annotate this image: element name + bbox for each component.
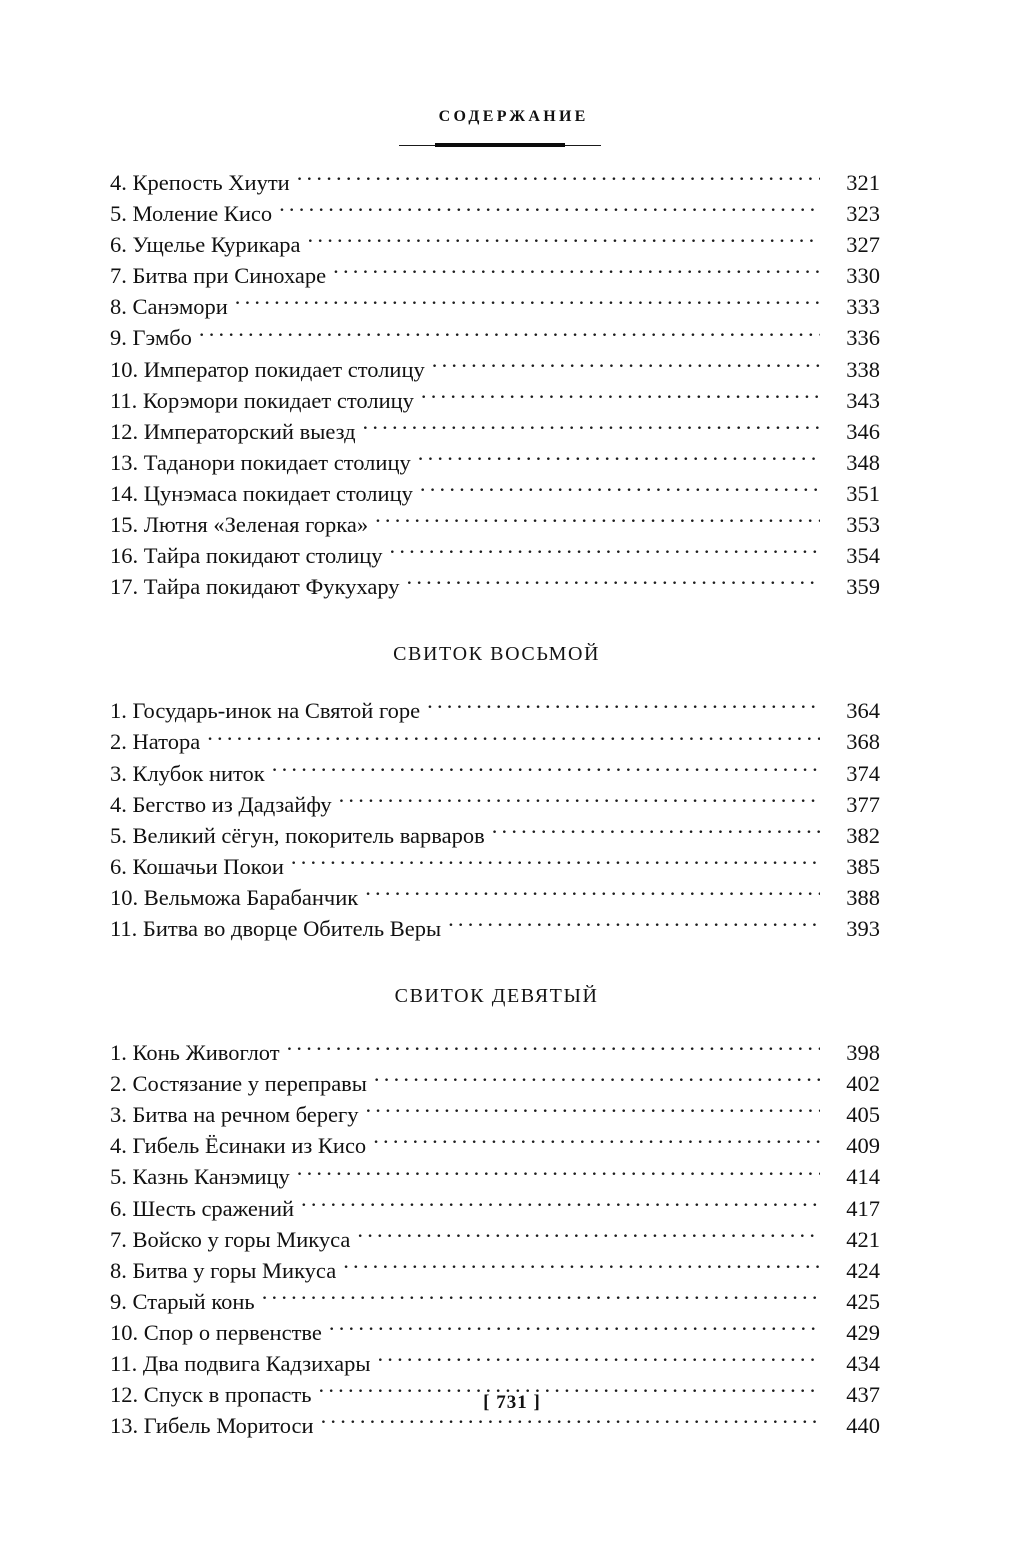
toc-entry-title: 17. Тайра покидают Фукухару — [110, 574, 400, 600]
toc-entry-title: 12. Спуск в пропасть — [110, 1382, 312, 1408]
toc-entry-leader-dots — [272, 758, 820, 781]
toc-entry-leader-dots — [427, 696, 820, 719]
toc-entry[interactable] — [110, 820, 880, 851]
toc-entry[interactable] — [110, 695, 880, 726]
toc-entry-leader-dots — [343, 1255, 820, 1278]
toc-entry[interactable] — [110, 260, 880, 291]
toc-entry-page-number: 359 — [846, 574, 880, 600]
toc-entry-title: 4. Бегство из Дадзайфу — [110, 791, 332, 817]
toc-entry-leader-dots — [329, 1317, 820, 1340]
toc-entry-leader-dots — [363, 416, 820, 439]
toc-entry-title: 4. Гибель Ёсинаки из Кисо — [110, 1133, 367, 1159]
toc-entry[interactable] — [110, 509, 880, 540]
toc-entry-page-number: 382 — [846, 822, 880, 848]
toc-entry[interactable] — [110, 1037, 880, 1068]
toc-entry-leader-dots — [357, 1224, 820, 1247]
toc-entry-leader-dots — [262, 1286, 820, 1309]
toc-entry-page-number: 437 — [846, 1382, 880, 1408]
toc-entry[interactable] — [110, 789, 880, 820]
section-spacer — [110, 944, 880, 985]
toc-entry-title: 15. Лютня «Зеленая горка» — [110, 512, 369, 538]
toc-entry-leader-dots — [321, 1411, 820, 1434]
toc-entry-title: 16. Тайра покидают столицу — [110, 543, 383, 569]
toc-entry-title: 2. Натора — [110, 729, 201, 755]
toc-entry-title: 11. Битва во дворце Обитель Веры — [110, 915, 442, 941]
toc-entry-title: 8. Битва у горы Микуса — [110, 1257, 337, 1283]
toc-entry[interactable] — [110, 758, 880, 789]
toc-entry-title: 1. Государь-инок на Святой горе — [110, 698, 421, 724]
toc-entry-title: 10. Спор о первенстве — [110, 1319, 322, 1345]
toc-entry-title: 5. Моление Кисо — [110, 201, 273, 227]
toc-entry-title: 7. Войско у горы Микуса — [110, 1226, 351, 1252]
toc-entry[interactable] — [110, 198, 880, 229]
toc-entry-page-number: 333 — [846, 294, 880, 320]
toc-entry-page-number: 405 — [846, 1102, 880, 1128]
toc-entry-page-number: 330 — [846, 263, 880, 289]
toc-entry-title: 14. Цунэмаса покидает столицу — [110, 480, 413, 506]
toc-entry[interactable] — [110, 882, 880, 913]
toc-entry-page-number: 353 — [846, 512, 880, 538]
section-spacer — [110, 602, 880, 643]
toc-entry-title: 7. Битва при Синохаре — [110, 263, 327, 289]
toc-entry-leader-dots — [339, 789, 820, 812]
toc-entry-page-number: 343 — [846, 387, 880, 413]
toc-entry-leader-dots — [390, 541, 820, 564]
toc-entry-leader-dots — [448, 913, 820, 936]
table-of-contents — [110, 167, 880, 1441]
toc-entry-page-number: 323 — [846, 201, 880, 227]
toc-entry-page-number: 354 — [846, 543, 880, 569]
page-title: СОДЕРЖАНИЕ — [438, 108, 589, 125]
toc-entry[interactable] — [110, 1193, 880, 1224]
toc-entry-title: 6. Кошачьи Покои — [110, 853, 284, 879]
toc-entry-page-number: 414 — [846, 1164, 880, 1190]
toc-entry-leader-dots — [377, 1349, 820, 1372]
toc-entry[interactable] — [110, 1255, 880, 1286]
section-heading-label: СВИТОК ДЕВЯТЫЙ — [394, 985, 599, 1008]
toc-entry-leader-dots — [308, 230, 820, 253]
toc-entry-title: 12. Императорский выезд — [110, 418, 356, 444]
toc-entry[interactable] — [110, 571, 880, 602]
section-heading-label: СВИТОК ВОСЬМОЙ — [393, 643, 601, 666]
toc-entry[interactable] — [110, 1317, 880, 1348]
toc-entry[interactable] — [110, 447, 880, 478]
toc-entry-leader-dots — [207, 727, 820, 750]
toc-entry-leader-dots — [432, 354, 820, 377]
toc-entry-page-number: 429 — [846, 1319, 880, 1345]
toc-entry-title: 1. Конь Живоглот — [110, 1040, 280, 1066]
toc-entry-title: 9. Гэмбо — [110, 325, 192, 351]
toc-entry[interactable] — [110, 385, 880, 416]
toc-entry-leader-dots — [492, 820, 820, 843]
toc-entry-page-number: 402 — [846, 1071, 880, 1097]
toc-entry-leader-dots — [297, 1162, 820, 1185]
toc-entry[interactable] — [110, 1068, 880, 1099]
toc-entry-page-number: 364 — [846, 698, 880, 724]
toc-entry[interactable] — [110, 229, 880, 260]
toc-entry-title: 2. Состязание у переправы — [110, 1071, 367, 1097]
toc-entry[interactable] — [110, 1099, 880, 1130]
toc-entry-leader-dots — [374, 1069, 820, 1092]
toc-entry-page-number: 385 — [846, 853, 880, 879]
toc-entry-page-number: 368 — [846, 729, 880, 755]
toc-entry[interactable] — [110, 1130, 880, 1161]
toc-entry-page-number: 351 — [846, 480, 880, 506]
rule-thick-line — [435, 143, 565, 147]
toc-entry-leader-dots — [373, 1131, 820, 1154]
toc-entry-page-number: 421 — [846, 1226, 880, 1252]
toc-entry-page-number: 327 — [846, 232, 880, 258]
toc-entry-title: 4. Крепость Хиути — [110, 170, 290, 195]
toc-entry-page-number: 348 — [846, 449, 880, 475]
toc-entry-leader-dots — [407, 572, 820, 595]
toc-entry-page-number: 338 — [846, 356, 880, 382]
toc-entry-title: 13. Гибель Моритоси — [110, 1413, 314, 1439]
toc-entry-leader-dots — [333, 261, 820, 284]
toc-entry-page-number: 417 — [846, 1195, 880, 1221]
toc-entry-title: 9. Старый конь — [110, 1288, 255, 1314]
toc-entry-leader-dots — [421, 385, 820, 408]
toc-entry-page-number: 424 — [846, 1257, 880, 1283]
toc-entry-title: 5. Казнь Канэмицу — [110, 1164, 290, 1190]
toc-entry-title: 8. Санэмори — [110, 294, 228, 320]
toc-entry-leader-dots — [365, 882, 820, 905]
toc-entry-page-number: 398 — [846, 1040, 880, 1066]
toc-entry-title: 10. Император покидает столицу — [110, 356, 425, 382]
toc-entry-leader-dots — [418, 447, 820, 470]
toc-entry-leader-dots — [235, 292, 820, 315]
toc-entry[interactable] — [110, 1286, 880, 1317]
toc-entry-leader-dots — [287, 1038, 820, 1061]
section-heading — [110, 985, 880, 1008]
section-heading — [110, 643, 880, 666]
toc-entry-page-number: 336 — [846, 325, 880, 351]
toc-entry[interactable] — [110, 354, 880, 385]
toc-entry-page-number: 346 — [846, 418, 880, 444]
toc-entry[interactable] — [110, 851, 880, 882]
toc-entry-leader-dots — [375, 510, 820, 533]
section-spacer — [110, 1008, 880, 1037]
toc-entry-page-number: 425 — [846, 1288, 880, 1314]
toc-entry-title: 11. Два подвига Кадзихары — [110, 1351, 371, 1376]
toc-entry-page-number: 377 — [846, 791, 880, 817]
toc-entry-page-number: 409 — [846, 1133, 880, 1159]
toc-entry[interactable] — [110, 1410, 880, 1441]
toc-entry-title: 13. Таданори покидает столицу — [110, 449, 411, 475]
toc-entry-title: 10. Вельможа Барабанчик — [110, 884, 359, 910]
toc-entry-page-number: 388 — [846, 884, 880, 910]
toc-entry[interactable] — [110, 1348, 880, 1379]
toc-entry-leader-dots — [365, 1100, 820, 1123]
section-spacer — [110, 666, 880, 695]
toc-entry-title: 6. Шесть сражений — [110, 1195, 295, 1221]
toc-entry[interactable] — [110, 167, 880, 198]
toc-entry[interactable] — [110, 291, 880, 322]
toc-entry-title: 5. Великий сёгун, покоритель варваров — [110, 822, 485, 848]
toc-entry-leader-dots — [279, 199, 820, 222]
toc-entry[interactable] — [110, 913, 880, 944]
header-decorative-rule — [399, 142, 601, 149]
toc-entry-page-number: 321 — [846, 170, 880, 195]
folio — [0, 1392, 1024, 1414]
toc-entry[interactable] — [110, 416, 880, 447]
toc-entry-leader-dots — [420, 478, 820, 501]
toc-entry-title: 11. Корэмори покидает столицу — [110, 387, 414, 413]
toc-entry-page-number: 374 — [846, 760, 880, 786]
toc-entry[interactable] — [110, 1224, 880, 1255]
toc-entry-page-number: 434 — [846, 1351, 880, 1376]
toc-entry-leader-dots — [291, 851, 820, 874]
toc-entry-title: 3. Битва на речном берегу — [110, 1102, 359, 1128]
toc-entry-page-number: 440 — [846, 1413, 880, 1439]
page-number: [ 731 ] — [483, 1392, 541, 1413]
toc-entry-page-number: 393 — [846, 915, 880, 941]
toc-entry-leader-dots — [297, 168, 820, 191]
toc-entry[interactable] — [110, 322, 880, 353]
toc-entry-title: 3. Клубок ниток — [110, 760, 265, 786]
toc-entry[interactable] — [110, 478, 880, 509]
toc-entry-leader-dots — [301, 1193, 820, 1216]
toc-entry[interactable] — [110, 726, 880, 757]
toc-entry[interactable] — [110, 1161, 880, 1192]
toc-entry-title: 6. Ущелье Курикара — [110, 232, 301, 258]
running-head — [0, 108, 1024, 126]
toc-entry[interactable] — [110, 540, 880, 571]
toc-entry-leader-dots — [199, 323, 820, 346]
